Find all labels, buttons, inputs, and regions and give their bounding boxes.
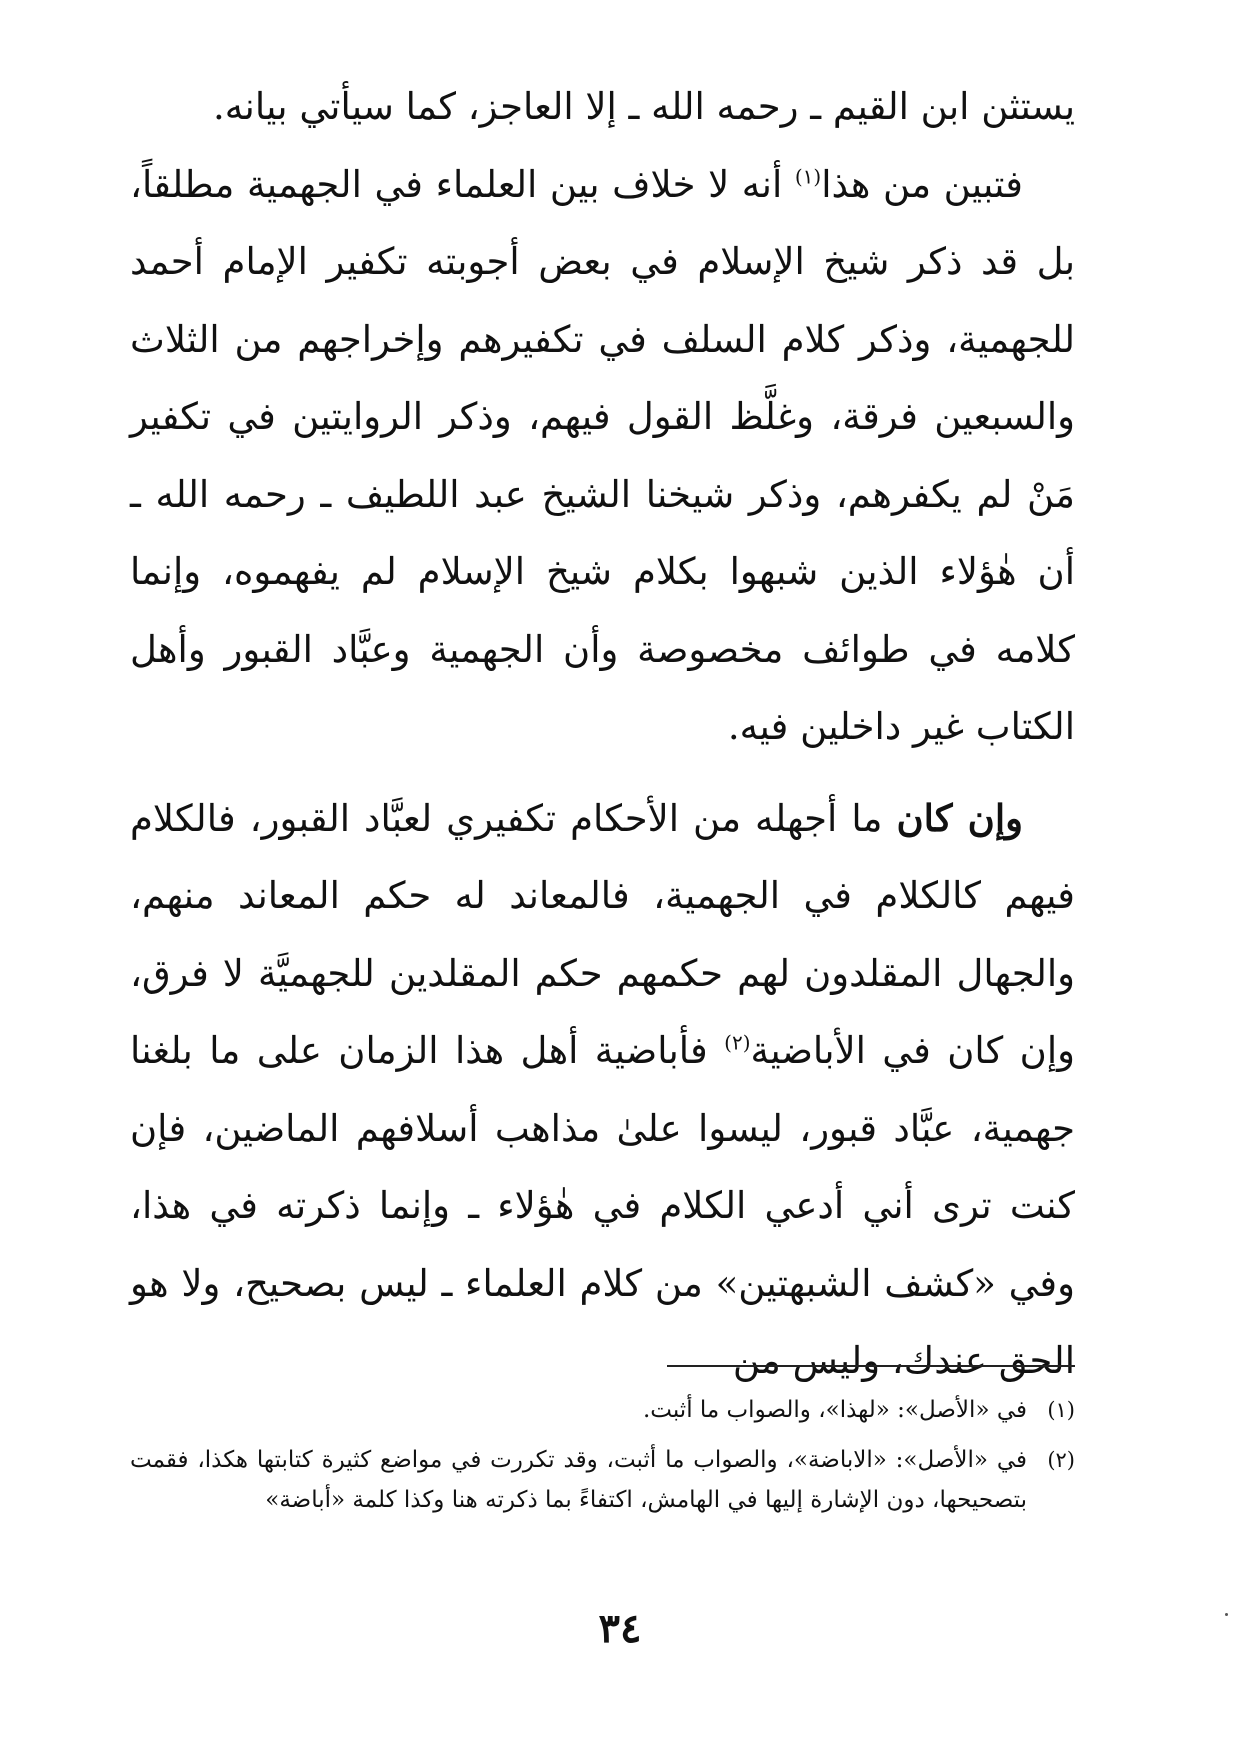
footnote-1-number: (١) bbox=[1047, 1398, 1075, 1422]
footnote-2-text: في «الأصل»: «الاباضة»، والصواب ما أثبت، وقد تكررت في مواضع كثيرة كتابتها هكذا، فقمت بتصحيحها، دون الإشارة إليها في الهامش، اكتفاءً بما ذكرته هنا وكذا كلمة «أباضة» bbox=[130, 1447, 1027, 1513]
footnotes bbox=[130, 1390, 1075, 1530]
footnote-ref-1[interactable]: (١) bbox=[794, 164, 822, 189]
paragraph-1 bbox=[130, 68, 1075, 146]
scan-speck bbox=[1225, 1613, 1228, 1616]
paragraph-1-text: يستثن ابن القيم ـ رحمه الله ـ إلا العاجز، كما سيأتي بيانه. bbox=[212, 85, 1075, 128]
paragraph-3-text: ما أجهله من الأحكام تكفيري لعبَّاد القبور، فالكلام فيهم كالكلام في الجهمية، فالمعاند له حكم المعاند منهم، والجهال المقلدون لهم حكمهم حكم المقلدين للجهميَّة لا فرق، وإن كان في الأباضية bbox=[130, 796, 1076, 1072]
footnote-divider bbox=[667, 1365, 1075, 1367]
main-text bbox=[130, 68, 1075, 1400]
page-number: ٣٤ bbox=[598, 1605, 642, 1652]
paragraph-2-continuation: أنه لا خلاف بين العلماء في الجهمية مطلقاً، بل قد ذكر شيخ الإسلام في بعض أجوبته تكفير الإمام أحمد للجهمية، وذكر كلام السلف في تكفيرهم وإخراجهم من الثلاث والسبعين فرقة، وغلَّظ القول فيهم، وذكر الروايتين في تكفير مَنْ لم يكفرهم، وذكر شيخنا الشيخ عبد اللطيف ـ رحمه الله ـ أن هٰؤلاء الذين شبهوا بكلام شيخ الإسلام لم يفهموه، وإنما كلامه في طوائف مخصوصة وأن الجهمية وعبَّاد القبور وأهل الكتاب غير داخلين فيه. bbox=[130, 162, 1075, 748]
footnote-1 bbox=[130, 1390, 1075, 1430]
footnote-ref-2[interactable]: (٢) bbox=[724, 1030, 751, 1055]
paragraph-2-text: فتبين من هذا bbox=[821, 162, 1023, 206]
paragraph-3-continuation: فأباضية أهل هذا الزمان على ما بلغنا جهمية، عبَّاد قبور، ليسوا علىٰ مذاهب أسلافهم الماضين، فإن كنت ترى أني أدعي الكلام في هٰؤلاء ـ وإنما ذكرته في هذا، وفي «كشف الشبهتين» من كلام العلماء ـ ليس بصحيح، ولا هو الحق عندك، وليس من bbox=[130, 1029, 1075, 1382]
footnote-2 bbox=[130, 1440, 1075, 1520]
paragraph-2 bbox=[130, 146, 1075, 766]
footnote-2-number: (٢) bbox=[1047, 1448, 1075, 1472]
paragraph-3 bbox=[130, 780, 1075, 1400]
footnote-1-text: في «الأصل»: «لهذا»، والصواب ما أثبت. bbox=[642, 1397, 1027, 1423]
paragraph-3-lead: وإن كان bbox=[896, 795, 1023, 840]
